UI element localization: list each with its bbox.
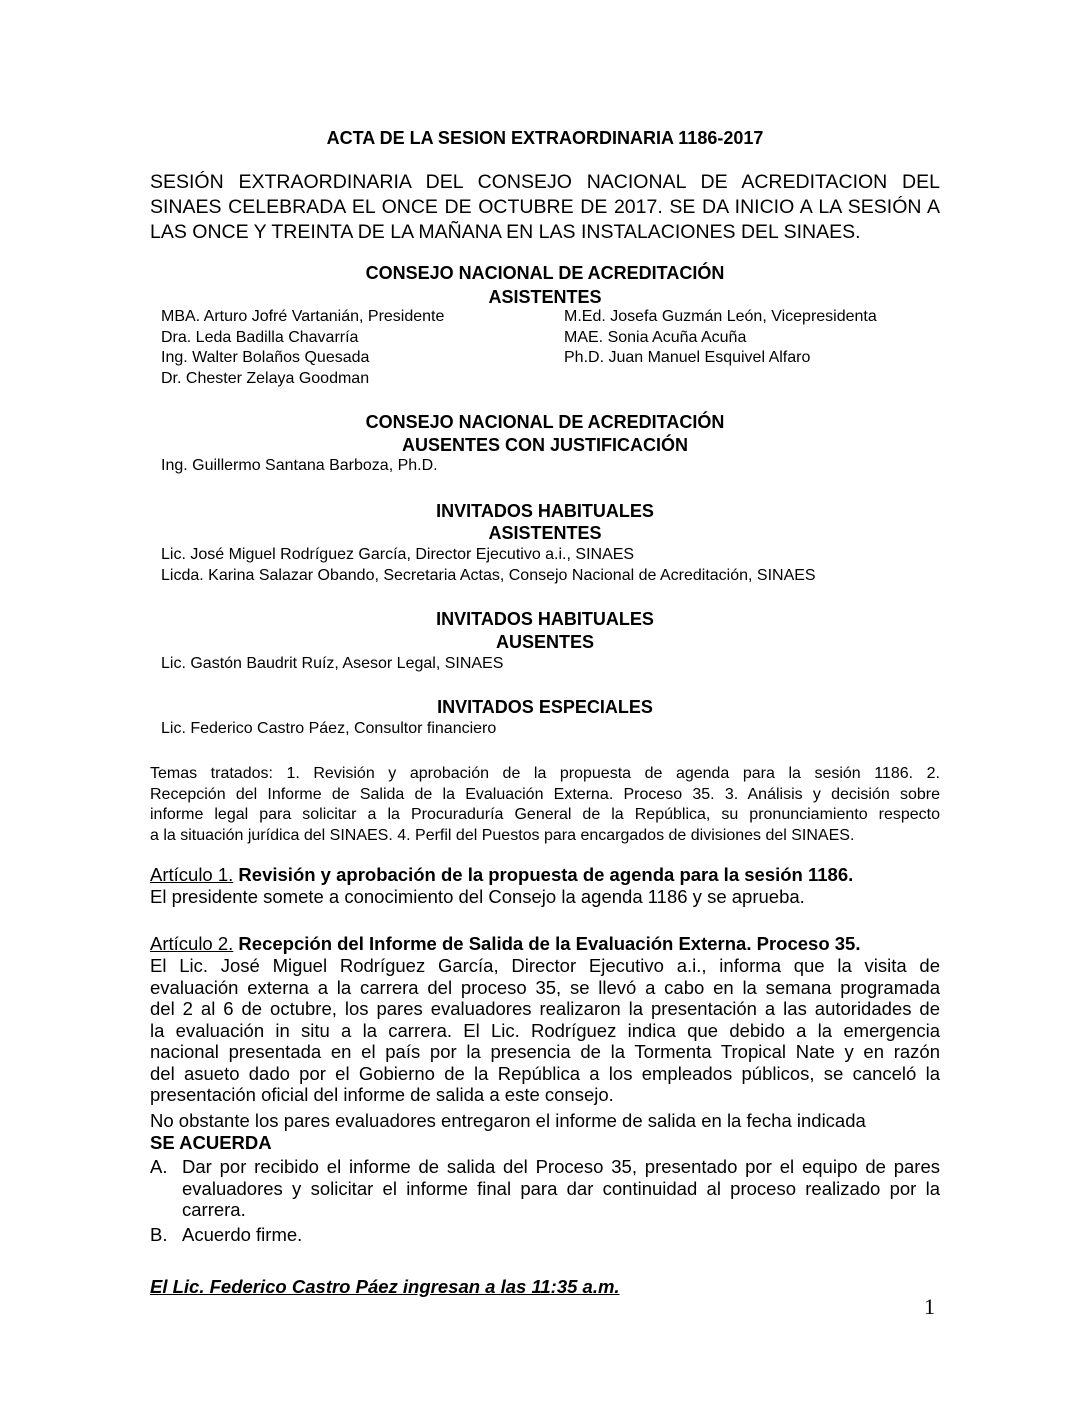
council-member: Dr. Chester Zelaya Goodman	[161, 369, 370, 387]
guests-absent-heading: INVITADOS HABITUALES	[436, 609, 654, 629]
guest-absent-member: Lic. Gastón Baudrit Ruíz, Asesor Legal, SINAES	[161, 655, 504, 672]
council-absent-subheading: AUSENTES CON JUSTIFICACIÓN	[401, 435, 689, 455]
special-guest-member: Lic. Federico Castro Páez, Consultor financiero	[161, 720, 497, 737]
article-1-label: Artículo 1.	[150, 864, 234, 885]
article-2-line: del asueto dado por el Gobierno de la República a los empleados públicos, se canceló la	[150, 1062, 940, 1084]
agreement-item-text: Dar por recibido el informe de salida del Proceso 35, presentado por el equipo de pares evaluadores y solicitar el informe final para dar continuidad al proceso realizado por la carrera.	[182, 1156, 940, 1220]
guests-absent-subheading: AUSENTES	[495, 632, 594, 652]
topics-line: Recepción del Informe de Salida de la Evaluación Externa. Proceso 35. 3. Análisis y decisión sobre	[150, 785, 940, 803]
agreement-label: SE ACUERDA	[150, 1132, 272, 1153]
article-2-line: la evaluación in situ a la carrera. El Lic. Rodríguez indica que debido a la emergencia	[150, 1019, 940, 1041]
council-member: Ing. Walter Bolaños Quesada	[161, 349, 370, 366]
article-2-label: Artículo 2.	[150, 933, 234, 954]
article-2-line: presentación oficial del informe de salida a este consejo.	[150, 1084, 614, 1105]
council-member: Dra. Leda Badilla Chavarría	[161, 328, 359, 346]
topics-line: a la situación jurídica del SINAES. 4. Perfil del Puestos para encargados de divisiones del SINAES.	[150, 826, 855, 844]
guests-present-subheading: ASISTENTES	[488, 523, 602, 543]
article-1-title: Revisión y aprobación de la propuesta de agenda para la sesión 1186.	[233, 864, 854, 885]
entry-note: El Lic. Federico Castro Páez ingresan a las 11:35 a.m.	[150, 1276, 620, 1297]
article-2-title: Recepción del Informe de Salida de la Evaluación Externa. Proceso 35.	[233, 933, 861, 954]
article-2-paragraph	[150, 955, 940, 1106]
topics-line: informe legal para solicitar a la Procuraduría General de la República, su pronunciamiento respecto	[150, 806, 940, 823]
agreement-item-mark: A.	[150, 1156, 168, 1177]
council-present-subheading: ASISTENTES	[488, 287, 602, 307]
agreement-item	[150, 1224, 940, 1246]
council-present-heading: CONSEJO NACIONAL DE ACREDITACIÓN	[365, 263, 725, 283]
topics-line: Temas tratados: 1. Revisión y aprobación de la propuesta de agenda para la sesión 1186. 2.	[150, 765, 940, 782]
guests-present-heading: INVITADOS HABITUALES	[436, 501, 654, 521]
article-2-note: No obstante los pares evaluadores entregaron el informe de salida en la fecha indicada	[150, 1110, 866, 1131]
agreement-item-mark: B.	[150, 1223, 168, 1245]
agreement-item	[150, 1156, 940, 1221]
document-title: ACTA DE LA SESION EXTRAORDINARIA 1186-2017	[326, 128, 764, 148]
agreement-list	[150, 1156, 940, 1245]
article-2-line: El Lic. José Miguel Rodríguez García, Director Ejecutivo a.i., informa que la visita de	[150, 955, 940, 976]
council-member: M.Ed. Josefa Guzmán León, Vicepresidenta	[564, 308, 877, 325]
article-1-text: El presidente somete a conocimiento del Consejo la agenda 1186 y se aprueba.	[150, 886, 805, 907]
session-intro: SESIÓN EXTRAORDINARIA DEL CONSEJO NACIONAL DE ACREDITACION DEL SINAES CELEBRADA EL ONCE DE OCTUBRE DE 2017. SE DA INICIO A LA SESIÓN A LAS ONCE Y TREINTA DE LA MAÑANA EN LAS INSTALACIONES DEL SINAES.	[150, 171, 940, 243]
guest-member: Licda. Karina Salazar Obando, Secretaria Actas, Consejo Nacional de Acreditación, SINAES	[161, 567, 816, 584]
article-2-heading	[150, 933, 860, 955]
page-number: 1	[924, 1294, 935, 1319]
council-member: MBA. Arturo Jofré Vartanián, Presidente	[161, 308, 445, 325]
article-2-line: del 2 al 6 de octubre, los pares evaluadores realizaron la presentación a las autoridades de	[150, 998, 940, 1019]
agreement-item-text: Acuerdo firme.	[182, 1223, 303, 1245]
council-member: MAE. Sonia Acuña Acuña	[564, 328, 747, 346]
article-2-line: nacional presentada en el país por la presencia de la Tormenta Tropical Nate y en razón	[150, 1041, 940, 1062]
guest-member: Lic. José Miguel Rodríguez García, Director Ejecutivo a.i., SINAES	[161, 546, 635, 563]
topics-paragraph	[150, 764, 940, 846]
council-absent-heading: CONSEJO NACIONAL DE ACREDITACIÓN	[365, 412, 725, 432]
article-2-line: evaluación externa a la carrera del proceso 35, se llevó a cabo en la semana programada	[150, 976, 940, 998]
special-guests-heading: INVITADOS ESPECIALES	[437, 697, 653, 717]
council-member: Ph.D. Juan Manuel Esquivel Alfaro	[564, 349, 811, 366]
article-1-heading	[150, 864, 853, 886]
absent-member: Ing. Guillermo Santana Barboza, Ph.D.	[161, 457, 438, 474]
